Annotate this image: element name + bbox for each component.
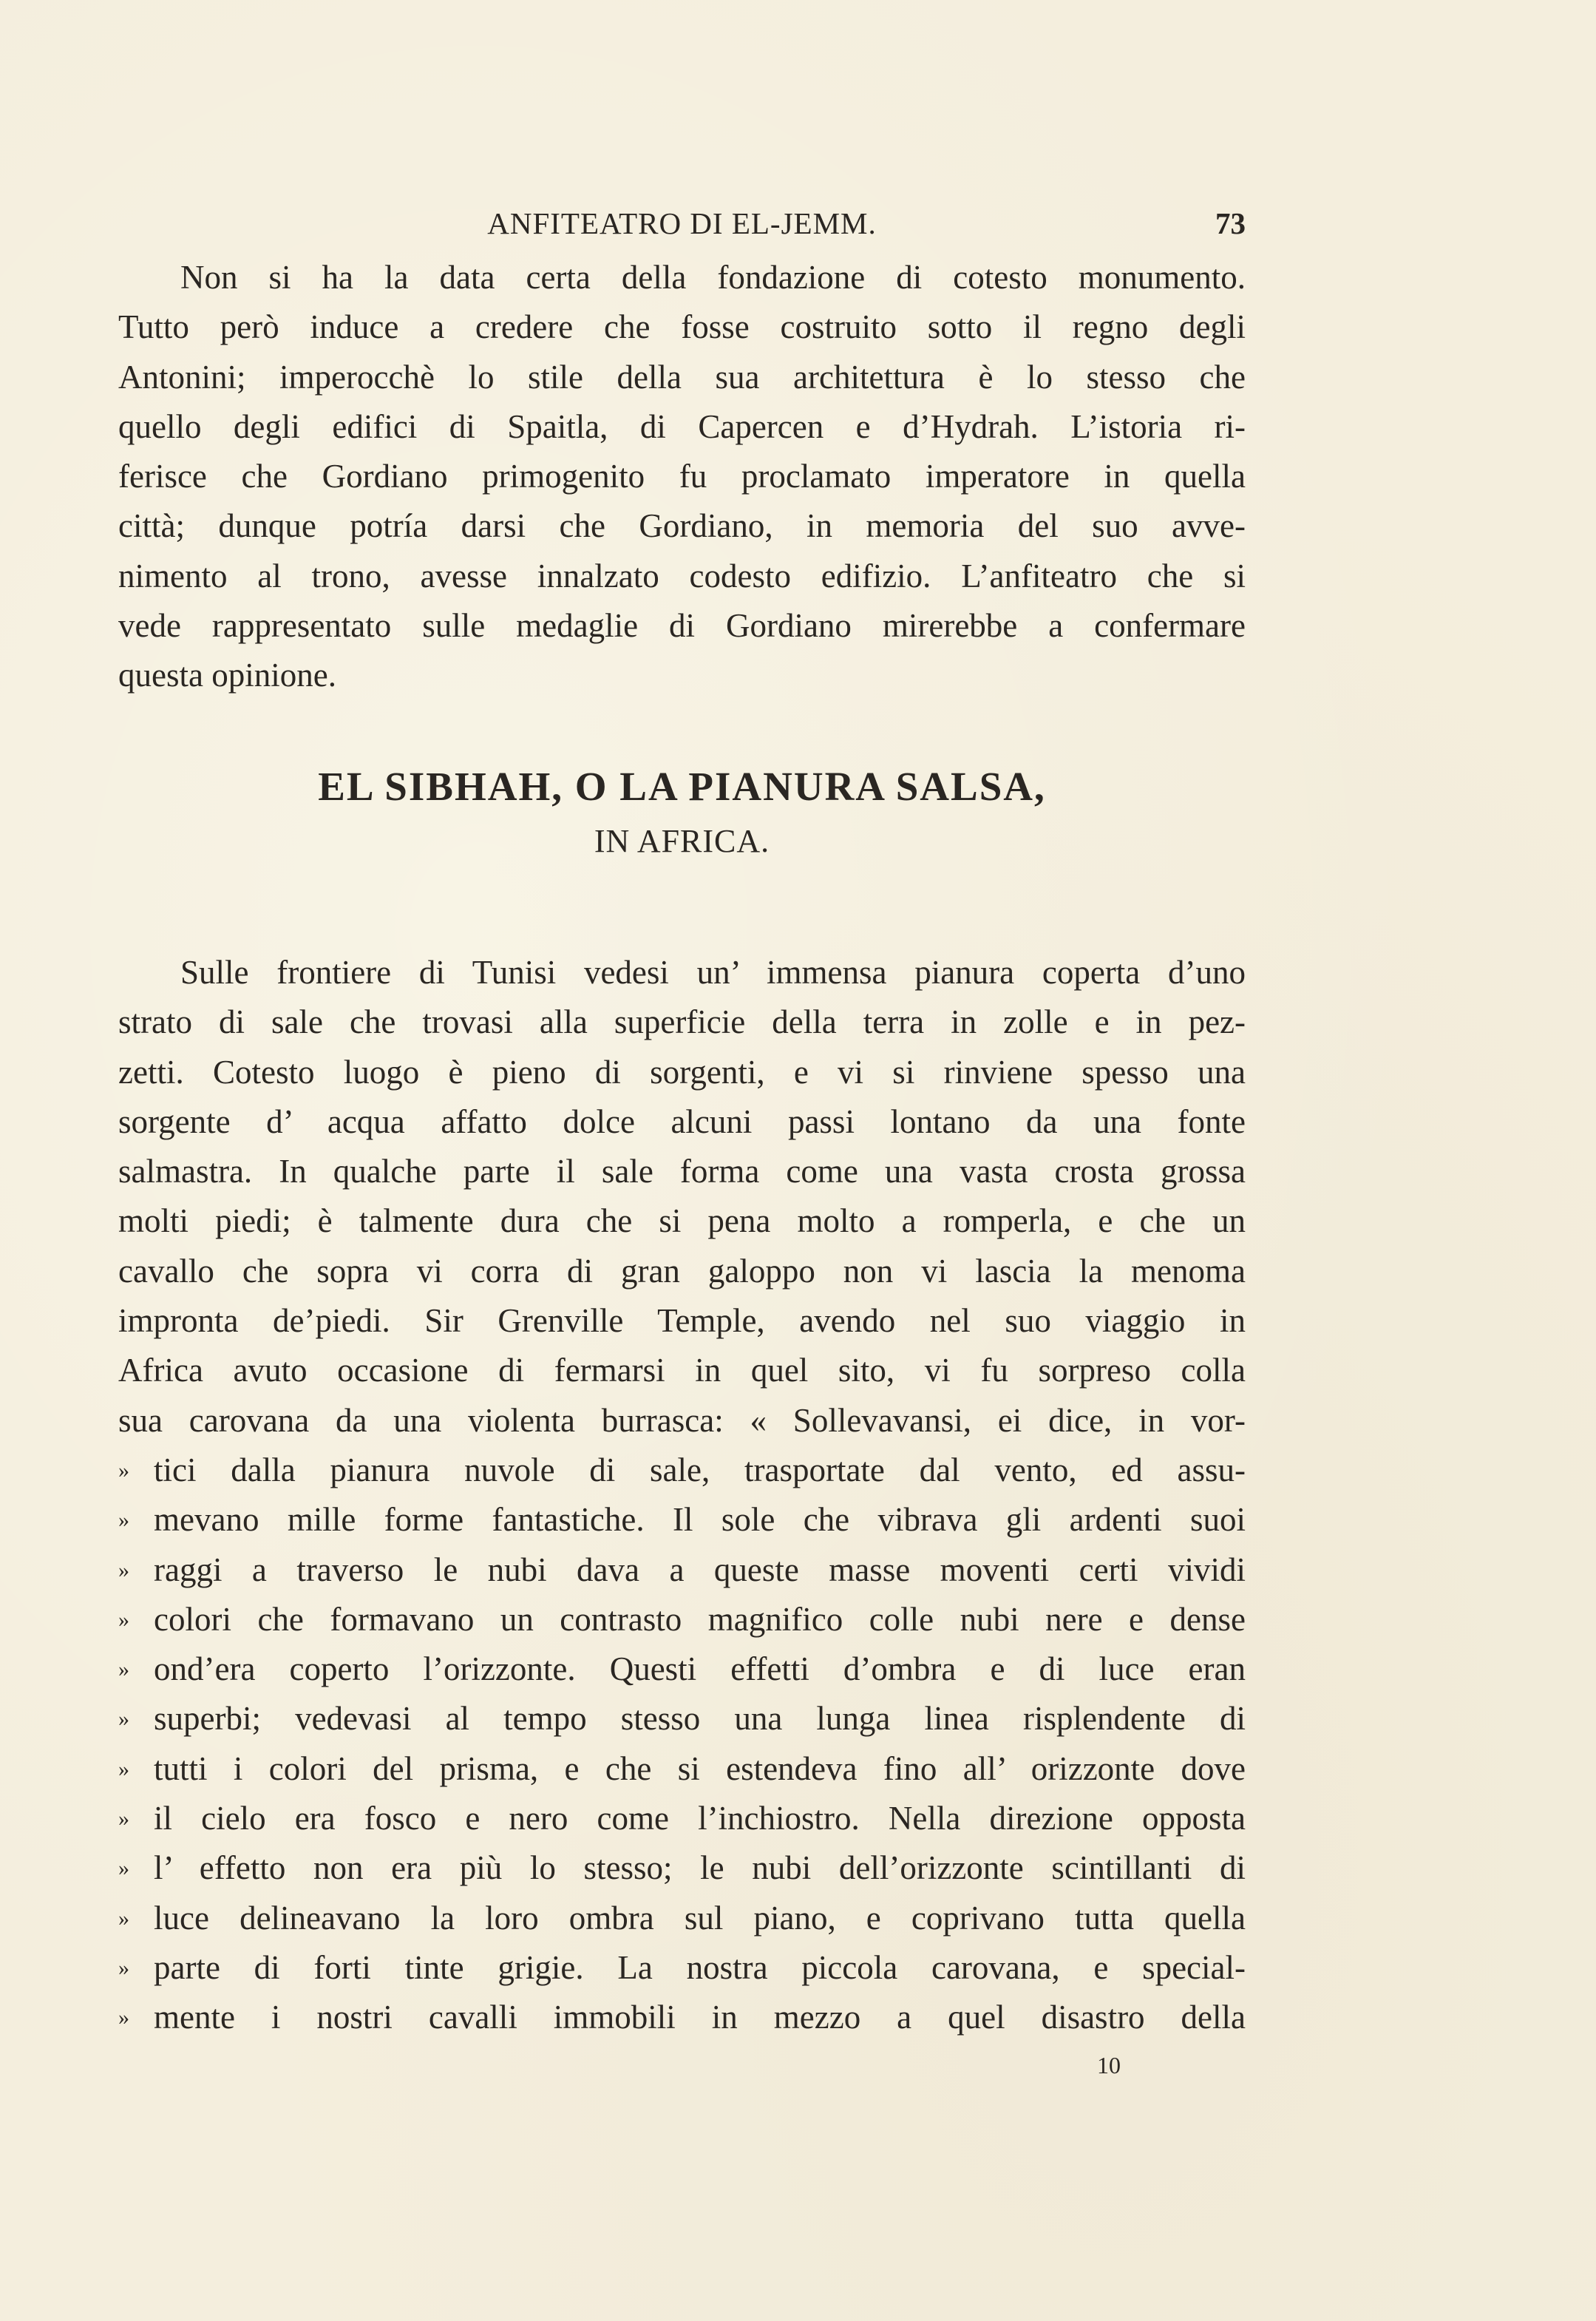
quote-line	[118, 1595, 1246, 1644]
quote-text: il cielo era fosco e nero come l’inchiostro. Nella direzione opposta	[154, 1800, 1246, 1837]
text-line: Africa avuto occasione di fermarsi in quel sito, vi fu sorpreso colla	[118, 1352, 1246, 1389]
section-title: EL SIBHAH, O LA PIANURA SALSA,	[318, 764, 1046, 809]
quote-line	[118, 1943, 1246, 1993]
text-line: città; dunque potría darsi che Gordiano, in memoria del suo avve-	[118, 507, 1246, 545]
quote-line	[118, 1843, 1246, 1893]
quote-text: raggi a traverso le nubi dava a queste masse moventi certi vividi	[154, 1551, 1246, 1588]
quote-line	[118, 1744, 1246, 1794]
quote-line	[118, 1446, 1246, 1495]
quote-line	[118, 1894, 1246, 1943]
quote-mark: »	[118, 1707, 129, 1732]
text-line: sorgente d’ acqua affatto dolce alcuni passi lontano da una fonte	[118, 1102, 1246, 1140]
text-line: molti piedi; è talmente dura che si pena molto a romperla, e che un	[118, 1202, 1246, 1240]
quote-text: luce delineavano la loro ombra sul piano, e coprivano tutta quella	[154, 1899, 1246, 1937]
quote-mark: »	[118, 1856, 129, 1881]
text-line: impronta de’piedi. Sir Grenville Temple, avendo nel suo viaggio in	[118, 1302, 1246, 1340]
text-line: quello degli edifici di Spaitla, di Capercen e d’Hydrah. L’istoria ri-	[118, 407, 1246, 445]
paragraph-salt-plain	[118, 948, 1246, 2043]
quote-text: l’ effetto non era più lo stesso; le nubi dell’orizzonte scintillanti di	[154, 1849, 1246, 1887]
text-line: zetti. Cotesto luogo è pieno di sorgenti, e vi si rinviene spesso una	[118, 1053, 1246, 1091]
quote-line	[118, 1993, 1246, 2042]
quote-text: tici dalla pianura nuvole di sale, trasportate dal vento, ed assu-	[154, 1451, 1246, 1488]
text-line: sua carovana da una violenta burrasca: « Sollevavansi, ei dice, in vor-	[118, 1401, 1246, 1439]
quote-line	[118, 1545, 1246, 1595]
text-line: Sulle frontiere di Tunisi vedesi un’ immensa pianura coperta d’uno	[180, 954, 1246, 991]
signature-mark: 10	[1097, 2052, 1121, 2078]
quote-text: mente i nostri cavalli immobili in mezzo a quel disastro della	[154, 1999, 1246, 2036]
quote-text: mevano mille forme fantastiche. Il sole che vibrava gli ardenti suoi	[154, 1501, 1246, 1539]
quote-text: parte di forti tinte grigie. La nostra piccola carovana, e special-	[154, 1948, 1246, 1986]
quote-line	[118, 1694, 1246, 1744]
text-line: cavallo che sopra vi corra di gran galoppo non vi lascia la menoma	[118, 1252, 1246, 1290]
running-title: ANFITEATRO DI EL-JEMM.	[487, 206, 877, 240]
quote-line	[118, 1794, 1246, 1843]
quote-line	[118, 1644, 1246, 1694]
text-line: vede rappresentato sulle medaglie di Gordiano mirerebbe a confermare	[118, 607, 1246, 645]
text-line: nimento al trono, avesse innalzato codesto edifizio. L’anfiteatro che si	[118, 557, 1246, 594]
quote-text: tutti i colori del prisma, e che si estendeva fino all’ orizzonte dove	[154, 1749, 1246, 1787]
quote-mark: »	[118, 1657, 129, 1682]
quote-line	[118, 1495, 1246, 1545]
quote-mark: »	[118, 1607, 129, 1632]
text-line: questa opinione.	[118, 657, 336, 694]
text-line: Tutto però induce a credere che fosse costruito sotto il regno degli	[118, 308, 1246, 346]
quote-mark: »	[118, 2005, 129, 2030]
running-head	[118, 206, 1246, 247]
quote-text: superbi; vedevasi al tempo stesso una lunga linea risplendente di	[154, 1700, 1246, 1738]
quote-mark: »	[118, 1557, 129, 1582]
quote-mark: »	[118, 1905, 129, 1931]
quote-mark: »	[118, 1508, 129, 1533]
text-line: strato di sale che trovasi alla superficie della terra in zolle e in pez-	[118, 1003, 1246, 1041]
text-line: ferisce che Gordiano primogenito fu proclamato imperatore in quella	[118, 458, 1246, 495]
quote-mark: »	[118, 1955, 129, 1980]
text-line: Non si ha la data certa della fondazione di cotesto monumento.	[180, 259, 1246, 296]
quote-text: ond’era coperto l’orizzonte. Questi effetti d’ombra e di luce eran	[154, 1650, 1246, 1688]
quote-mark: »	[118, 1806, 129, 1832]
page-number: 73	[1215, 206, 1246, 240]
paragraph-monument-dating	[118, 253, 1246, 701]
text-line: Antonini; imperocchè lo stile della sua architettura è lo stesso che	[118, 358, 1246, 396]
text-line: salmastra. In qualche parte il sale forma come una vasta crosta grossa	[118, 1153, 1246, 1190]
section-subtitle: IN AFRICA.	[594, 823, 770, 859]
quote-mark: »	[118, 1457, 129, 1483]
quote-mark: »	[118, 1756, 129, 1781]
quote-text: colori che formavano un contrasto magnifico colle nubi nere e dense	[154, 1600, 1246, 1638]
